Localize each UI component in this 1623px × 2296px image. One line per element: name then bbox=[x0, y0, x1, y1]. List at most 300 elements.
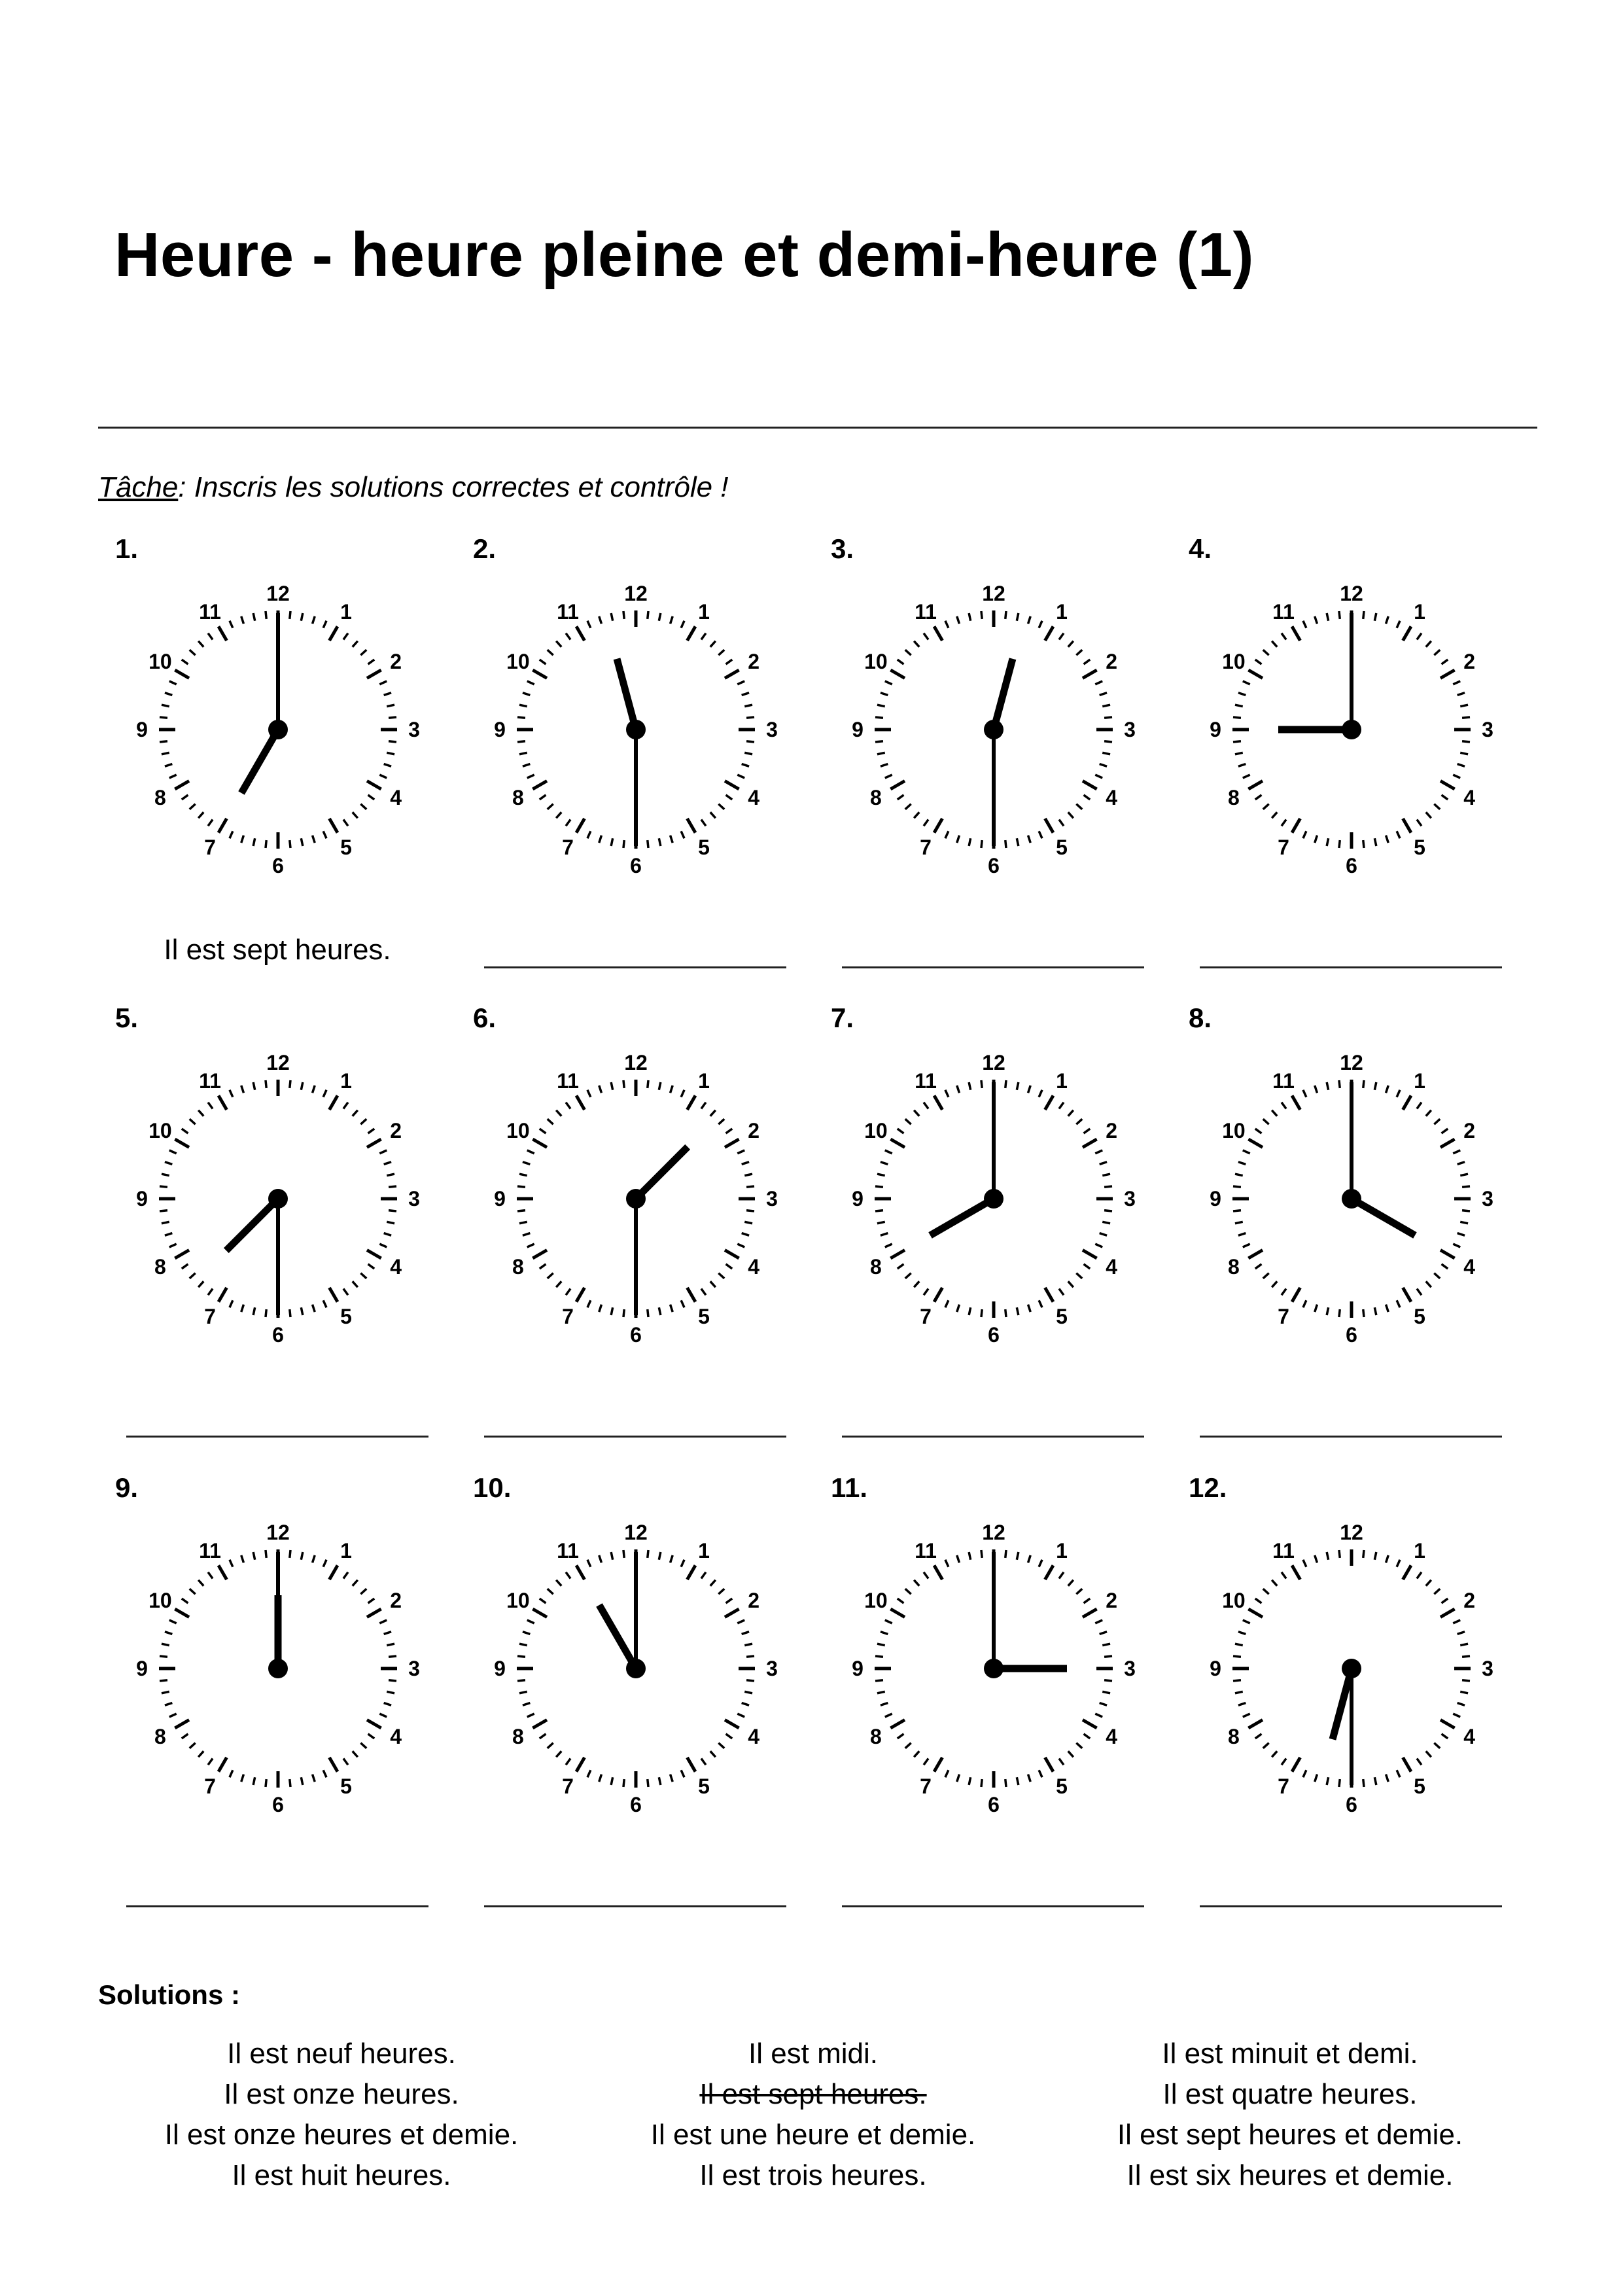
minute-tick bbox=[190, 1743, 196, 1748]
clock-numeral: 9 bbox=[852, 1187, 864, 1210]
minute-tick bbox=[182, 1598, 188, 1603]
minute-tick bbox=[623, 1309, 624, 1317]
minute-tick bbox=[885, 1620, 892, 1623]
minute-tick bbox=[611, 838, 612, 846]
clock-numeral: 6 bbox=[1346, 854, 1357, 877]
minute-tick bbox=[671, 836, 673, 843]
minute-tick bbox=[1374, 1082, 1376, 1090]
minute-tick bbox=[671, 616, 673, 624]
minute-tick bbox=[241, 1555, 244, 1563]
hour-tick bbox=[1440, 1139, 1455, 1148]
minute-tick bbox=[527, 1714, 534, 1717]
minute-tick bbox=[301, 1082, 302, 1090]
clock-exercise bbox=[1172, 533, 1530, 1004]
minute-tick bbox=[241, 1086, 244, 1093]
minute-tick bbox=[160, 1186, 167, 1187]
minute-tick bbox=[389, 1680, 396, 1681]
minute-tick bbox=[360, 804, 366, 809]
minute-tick bbox=[387, 705, 394, 706]
minute-tick bbox=[1039, 1560, 1042, 1567]
minute-tick bbox=[190, 650, 196, 655]
minute-tick bbox=[969, 1307, 970, 1315]
minute-tick bbox=[881, 1233, 888, 1236]
minute-tick bbox=[1005, 1779, 1006, 1787]
exercise-number: 8. bbox=[1189, 1002, 1212, 1033]
minute-tick bbox=[523, 1233, 530, 1236]
clock-numeral: 5 bbox=[340, 1775, 352, 1799]
answer-text: Il est sept heures. bbox=[164, 934, 391, 966]
hour-tick bbox=[330, 819, 338, 833]
minute-tick bbox=[1095, 1244, 1102, 1247]
minute-tick bbox=[957, 1305, 960, 1312]
minute-tick bbox=[160, 717, 167, 718]
minute-tick bbox=[208, 1572, 213, 1579]
minute-tick bbox=[1017, 1307, 1018, 1315]
minute-tick bbox=[957, 1775, 960, 1782]
clock-numeral: 7 bbox=[562, 836, 574, 860]
minute-tick bbox=[523, 1632, 530, 1634]
minute-tick bbox=[1263, 1743, 1269, 1748]
clock-numeral: 3 bbox=[766, 718, 778, 741]
minute-tick bbox=[1005, 1080, 1006, 1088]
minute-tick bbox=[1017, 1777, 1018, 1785]
minute-tick bbox=[1017, 613, 1018, 621]
answer-blank[interactable] bbox=[1200, 1905, 1502, 1907]
minute-tick bbox=[1068, 812, 1073, 818]
minute-tick bbox=[182, 1734, 188, 1739]
answer-blank[interactable] bbox=[1200, 966, 1502, 968]
minute-tick bbox=[169, 1244, 177, 1247]
title-divider bbox=[98, 427, 1537, 429]
minute-tick bbox=[1453, 1714, 1460, 1717]
minute-tick bbox=[566, 633, 570, 640]
minute-tick bbox=[924, 820, 928, 826]
minute-tick bbox=[885, 1244, 892, 1247]
minute-tick bbox=[523, 1703, 530, 1706]
minute-tick bbox=[165, 1632, 172, 1634]
minute-tick bbox=[881, 764, 888, 767]
clock-numeral: 2 bbox=[390, 650, 402, 673]
clock-numeral: 8 bbox=[512, 786, 524, 809]
minute-tick bbox=[1442, 1734, 1448, 1739]
minute-tick bbox=[323, 1300, 326, 1307]
clock-numeral: 11 bbox=[915, 1069, 937, 1093]
minute-tick bbox=[368, 1734, 375, 1739]
clock-numeral: 10 bbox=[148, 1119, 172, 1142]
clock-numeral: 9 bbox=[494, 1187, 506, 1210]
minute-tick bbox=[744, 1644, 752, 1645]
clock-numeral: 6 bbox=[630, 1793, 642, 1816]
minute-tick bbox=[566, 1572, 570, 1579]
clock-numeral: 5 bbox=[1414, 1305, 1425, 1329]
hour-tick bbox=[934, 1757, 943, 1772]
minute-tick bbox=[726, 1734, 733, 1739]
minute-tick bbox=[726, 1598, 733, 1603]
minute-tick bbox=[1084, 795, 1091, 800]
minute-tick bbox=[881, 1703, 888, 1706]
clock-numeral: 3 bbox=[766, 1657, 778, 1680]
hour-tick bbox=[175, 781, 189, 790]
minute-tick bbox=[969, 1082, 970, 1090]
minute-tick bbox=[548, 650, 553, 655]
minute-tick bbox=[1028, 1305, 1031, 1312]
minute-tick bbox=[1282, 820, 1286, 826]
clock-numeral: 8 bbox=[512, 1255, 524, 1279]
minute-tick bbox=[898, 1598, 904, 1603]
minute-tick bbox=[1084, 1264, 1091, 1269]
minute-tick bbox=[301, 838, 302, 846]
clock-numeral: 6 bbox=[630, 854, 642, 877]
minute-tick bbox=[1235, 705, 1243, 706]
hour-tick bbox=[1292, 626, 1300, 641]
minute-tick bbox=[379, 1714, 387, 1717]
minute-tick bbox=[384, 764, 391, 767]
minute-tick bbox=[1327, 1552, 1328, 1560]
minute-tick bbox=[379, 1244, 387, 1247]
minute-tick bbox=[742, 693, 749, 696]
minute-tick bbox=[387, 1174, 394, 1175]
task-text: : Inscris les solutions correctes et contrôle ! bbox=[178, 471, 729, 503]
minute-tick bbox=[519, 1691, 527, 1693]
exercise-number: 4. bbox=[1189, 533, 1212, 564]
minute-tick bbox=[1243, 775, 1250, 778]
minute-tick bbox=[1303, 621, 1306, 628]
clock-numeral: 5 bbox=[698, 1775, 710, 1799]
minute-tick bbox=[1457, 1162, 1465, 1165]
minute-tick bbox=[182, 1264, 188, 1269]
minute-tick bbox=[1235, 1644, 1243, 1645]
minute-tick bbox=[1339, 1779, 1340, 1787]
hour-tick bbox=[688, 819, 696, 833]
minute-tick bbox=[1460, 752, 1468, 754]
minute-tick bbox=[877, 1222, 885, 1223]
minute-tick bbox=[519, 1174, 527, 1175]
minute-tick bbox=[875, 1186, 883, 1187]
minute-tick bbox=[1327, 1082, 1328, 1090]
minute-tick bbox=[1272, 812, 1277, 818]
clock-numeral: 1 bbox=[1056, 1538, 1068, 1563]
minute-tick bbox=[379, 775, 387, 778]
minute-tick bbox=[1303, 1770, 1306, 1777]
solution-item: Il est midi. bbox=[748, 2038, 879, 2070]
minute-tick bbox=[1272, 1281, 1277, 1287]
minute-tick bbox=[718, 1273, 724, 1279]
minute-tick bbox=[881, 1162, 888, 1165]
minute-tick bbox=[384, 693, 391, 696]
minute-tick bbox=[1104, 1680, 1112, 1681]
minute-tick bbox=[343, 1759, 348, 1765]
minute-tick bbox=[540, 1734, 546, 1739]
answer-blank[interactable] bbox=[842, 1905, 1144, 1907]
clock-numeral: 12 bbox=[266, 582, 290, 605]
minute-tick bbox=[1426, 641, 1431, 647]
hour-tick bbox=[1403, 819, 1412, 833]
hour-tick bbox=[934, 1095, 943, 1110]
clock-face bbox=[128, 1518, 428, 1819]
minute-tick bbox=[1068, 1281, 1073, 1287]
hour-tick bbox=[576, 1757, 585, 1772]
minute-tick bbox=[710, 641, 716, 647]
minute-tick bbox=[368, 1264, 375, 1269]
hour-tick bbox=[175, 670, 189, 679]
hour-tick bbox=[1292, 1757, 1300, 1772]
answer-blank[interactable] bbox=[484, 966, 786, 968]
minute-tick bbox=[742, 1162, 749, 1165]
minute-tick bbox=[1084, 1734, 1091, 1739]
clock-numeral: 11 bbox=[557, 1538, 579, 1563]
minute-tick bbox=[671, 1555, 673, 1563]
minute-tick bbox=[1005, 1309, 1006, 1317]
minute-tick bbox=[566, 1103, 570, 1109]
minute-tick bbox=[1233, 1210, 1241, 1211]
minute-tick bbox=[1460, 705, 1468, 706]
minute-tick bbox=[253, 1307, 254, 1315]
clock-numeral: 3 bbox=[1124, 1187, 1136, 1210]
minute-tick bbox=[301, 1307, 302, 1315]
minute-tick bbox=[1386, 616, 1389, 624]
minute-tick bbox=[182, 795, 188, 800]
hour-tick bbox=[725, 1139, 739, 1148]
clock-numeral: 8 bbox=[512, 1725, 524, 1748]
minute-tick bbox=[1434, 650, 1440, 655]
minute-tick bbox=[230, 1560, 233, 1567]
hour-tick bbox=[1083, 1139, 1097, 1148]
clock-numeral: 1 bbox=[1414, 599, 1425, 624]
minute-tick bbox=[1462, 1680, 1470, 1681]
answer-blank[interactable] bbox=[484, 1436, 786, 1438]
minute-tick bbox=[1104, 1186, 1112, 1187]
hour-tick bbox=[1403, 1565, 1412, 1580]
minute-tick bbox=[701, 1289, 706, 1296]
clock-center bbox=[984, 720, 1003, 739]
clock-numeral: 8 bbox=[154, 1255, 166, 1279]
clock-face bbox=[1201, 1518, 1502, 1819]
minute-tick bbox=[190, 1273, 196, 1279]
minute-tick bbox=[360, 1743, 366, 1748]
clock-numeral: 9 bbox=[136, 1657, 148, 1680]
minute-tick bbox=[527, 1150, 534, 1154]
minute-tick bbox=[742, 764, 749, 767]
minute-tick bbox=[1457, 1233, 1465, 1236]
minute-tick bbox=[744, 1691, 752, 1693]
minute-tick bbox=[718, 650, 724, 655]
clock-numeral: 5 bbox=[698, 1305, 710, 1329]
minute-tick bbox=[1059, 633, 1064, 640]
minute-tick bbox=[587, 831, 591, 838]
hour-tick bbox=[1440, 781, 1455, 790]
clock-center bbox=[1342, 720, 1361, 739]
hour-tick bbox=[330, 1288, 338, 1302]
solution-item: Il est neuf heures. bbox=[227, 2038, 456, 2070]
minute-tick bbox=[710, 1281, 716, 1287]
answer-blank[interactable] bbox=[1200, 1436, 1502, 1438]
minute-tick bbox=[253, 1552, 254, 1560]
clock-numeral: 5 bbox=[1056, 1305, 1068, 1329]
minute-tick bbox=[599, 836, 602, 843]
minute-tick bbox=[1059, 1103, 1064, 1109]
minute-tick bbox=[182, 660, 188, 664]
minute-tick bbox=[343, 633, 348, 640]
minute-tick bbox=[1272, 1580, 1277, 1586]
minute-tick bbox=[343, 1289, 348, 1296]
clock-numeral: 9 bbox=[136, 1187, 148, 1210]
minute-tick bbox=[1255, 660, 1262, 664]
minute-tick bbox=[898, 660, 904, 664]
minute-tick bbox=[914, 641, 919, 647]
clock-numeral: 1 bbox=[1056, 1069, 1068, 1093]
exercise-number: 6. bbox=[473, 1002, 497, 1033]
minute-tick bbox=[981, 840, 982, 848]
minute-tick bbox=[1017, 1552, 1018, 1560]
minute-tick bbox=[924, 1572, 928, 1579]
answer-blank[interactable] bbox=[842, 966, 1144, 968]
minute-tick bbox=[875, 1680, 883, 1681]
minute-tick bbox=[540, 660, 546, 664]
minute-tick bbox=[323, 1770, 326, 1777]
clock-numeral: 4 bbox=[1106, 786, 1118, 809]
minute-tick bbox=[230, 1090, 233, 1097]
minute-tick bbox=[1095, 1714, 1102, 1717]
minute-tick bbox=[368, 660, 375, 664]
minute-tick bbox=[746, 741, 754, 742]
hour-tick bbox=[175, 1720, 189, 1729]
minute-tick bbox=[1059, 1759, 1064, 1765]
minute-tick bbox=[718, 1743, 724, 1748]
minute-tick bbox=[208, 633, 213, 640]
clock-numeral: 4 bbox=[1106, 1255, 1118, 1279]
minute-tick bbox=[957, 1086, 960, 1093]
minute-tick bbox=[1397, 621, 1400, 628]
answer-blank[interactable] bbox=[126, 1436, 428, 1438]
clock-numeral: 3 bbox=[766, 1187, 778, 1210]
clock-center bbox=[268, 1189, 288, 1209]
minute-tick bbox=[230, 1300, 233, 1307]
minute-tick bbox=[1076, 1743, 1082, 1748]
minute-tick bbox=[599, 616, 602, 624]
minute-tick bbox=[981, 1779, 982, 1787]
minute-tick bbox=[313, 1775, 315, 1782]
hour-tick bbox=[1292, 1288, 1300, 1302]
minute-tick bbox=[517, 1680, 525, 1681]
solution-item: Il est huit heures. bbox=[232, 2159, 451, 2191]
minute-tick bbox=[1263, 804, 1269, 809]
minute-tick bbox=[898, 795, 904, 800]
minute-tick bbox=[548, 1273, 553, 1279]
minute-tick bbox=[1104, 1656, 1112, 1657]
minute-tick bbox=[230, 621, 233, 628]
clock-numeral: 1 bbox=[698, 1538, 710, 1563]
minute-tick bbox=[1426, 1580, 1431, 1586]
clock-numeral: 11 bbox=[915, 1538, 937, 1563]
minute-tick bbox=[360, 1273, 366, 1279]
minute-tick bbox=[885, 681, 892, 684]
answer-blank[interactable] bbox=[842, 1436, 1144, 1438]
minute-tick bbox=[182, 1129, 188, 1133]
minute-tick bbox=[1462, 717, 1470, 718]
answer-blank[interactable] bbox=[126, 1905, 428, 1907]
minute-tick bbox=[701, 820, 706, 826]
minute-tick bbox=[1255, 1598, 1262, 1603]
clock-numeral: 11 bbox=[199, 1538, 221, 1563]
clock-numeral: 4 bbox=[748, 786, 760, 809]
clock-numeral: 1 bbox=[698, 599, 710, 624]
solution-item: Il est onze heures et demie. bbox=[164, 2119, 519, 2151]
hour-tick bbox=[1248, 1250, 1263, 1259]
minute-tick bbox=[169, 1620, 177, 1623]
minute-tick bbox=[611, 1307, 612, 1315]
minute-tick bbox=[1039, 831, 1042, 838]
minute-tick bbox=[746, 1186, 754, 1187]
clock-numeral: 7 bbox=[562, 1305, 574, 1329]
minute-tick bbox=[914, 1580, 919, 1586]
minute-tick bbox=[957, 1555, 960, 1563]
hour-tick bbox=[1045, 1565, 1054, 1580]
clock-numeral: 3 bbox=[1124, 1657, 1136, 1680]
minute-tick bbox=[389, 1656, 396, 1657]
minute-tick bbox=[1263, 650, 1269, 655]
minute-tick bbox=[599, 1305, 602, 1312]
minute-tick bbox=[877, 1644, 885, 1645]
minute-tick bbox=[659, 613, 660, 621]
minute-tick bbox=[169, 1714, 177, 1717]
answer-blank[interactable] bbox=[484, 1905, 786, 1907]
hour-tick bbox=[218, 819, 227, 833]
minute-tick bbox=[1059, 1572, 1064, 1579]
minute-tick bbox=[744, 1222, 752, 1223]
clock-numeral: 11 bbox=[199, 599, 221, 624]
minute-tick bbox=[1017, 838, 1018, 846]
clock-face bbox=[1201, 579, 1502, 880]
solution-item: Il est une heure et demie. bbox=[650, 2119, 976, 2151]
clock-numeral: 7 bbox=[1278, 836, 1289, 860]
clock-numeral: 2 bbox=[748, 650, 760, 673]
hour-tick bbox=[1440, 1720, 1455, 1729]
exercise-number: 10. bbox=[473, 1472, 512, 1503]
minute-tick bbox=[1315, 836, 1318, 843]
hour-hand bbox=[994, 659, 1013, 730]
minute-tick bbox=[540, 1598, 546, 1603]
minute-tick bbox=[1233, 1680, 1241, 1681]
minute-tick bbox=[1417, 820, 1422, 826]
minute-tick bbox=[1386, 1555, 1389, 1563]
minute-tick bbox=[1238, 1162, 1246, 1165]
hour-tick bbox=[1045, 1757, 1054, 1772]
clock-numeral: 9 bbox=[1210, 718, 1221, 741]
minute-tick bbox=[1272, 641, 1277, 647]
minute-tick bbox=[1233, 717, 1241, 718]
minute-tick bbox=[343, 1572, 348, 1579]
clock-exercise bbox=[1172, 1472, 1530, 1943]
clock-face bbox=[485, 579, 786, 880]
minute-tick bbox=[681, 1560, 684, 1567]
minute-tick bbox=[1102, 1174, 1110, 1175]
minute-tick bbox=[1104, 1210, 1112, 1211]
minute-tick bbox=[914, 812, 919, 818]
minute-tick bbox=[198, 1110, 203, 1116]
minute-tick bbox=[681, 621, 684, 628]
solution-item: Il est onze heures. bbox=[224, 2078, 459, 2110]
minute-tick bbox=[1339, 1309, 1340, 1317]
minute-tick bbox=[701, 1759, 706, 1765]
clock-numeral: 12 bbox=[1340, 1521, 1363, 1544]
hour-tick bbox=[1045, 626, 1054, 641]
hour-tick bbox=[890, 1139, 905, 1148]
hour-tick bbox=[1083, 781, 1097, 790]
clock-svg bbox=[128, 1518, 428, 1819]
minute-tick bbox=[165, 1233, 172, 1236]
clock-svg bbox=[1201, 1048, 1502, 1349]
minute-tick bbox=[527, 1620, 534, 1623]
